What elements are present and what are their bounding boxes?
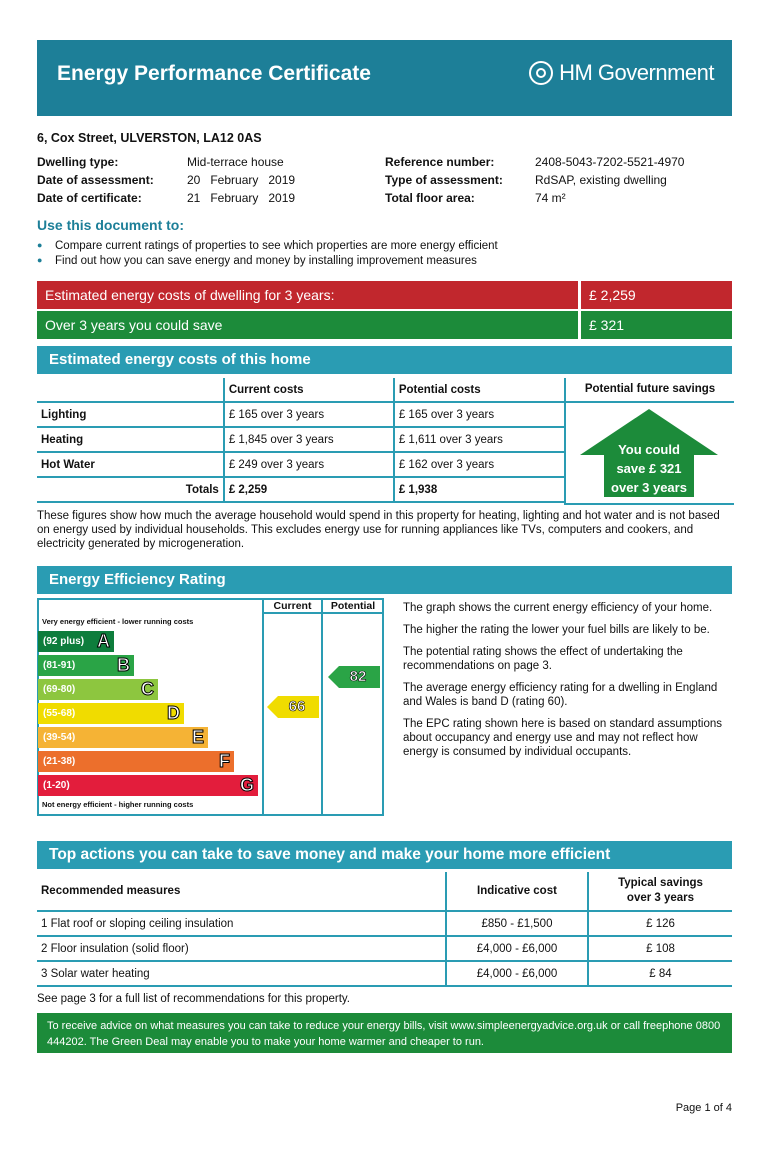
see-page-note: See page 3 for a full list of recommendations for this property.: [37, 993, 350, 1005]
table-row: 1 Flat roof or sloping ceiling insulation £850 - £1,500 £ 126: [37, 911, 732, 936]
band-range: (69-80): [43, 684, 76, 695]
band-range: (81-91): [43, 660, 76, 671]
actions-table: [37, 872, 732, 987]
save-label: Over 3 years you could save: [37, 311, 578, 339]
efficient-label: Very energy efficient - lower running costs: [42, 617, 194, 626]
floor-area-label: Total floor area:: [385, 191, 475, 205]
rating-band-f: [38, 751, 234, 772]
band-range: (39-54): [43, 732, 76, 743]
reference-number-label: Reference number:: [385, 155, 495, 169]
list-item: ● Find out how you can save energy and money by installing improvement measures: [37, 255, 727, 267]
band-range: (1-20): [43, 780, 70, 791]
rating-band-a: [38, 631, 114, 652]
assessment-type-label: Type of assessment:: [385, 173, 503, 187]
potential-rating-value: 82: [349, 668, 367, 685]
band-letter: F: [219, 751, 230, 771]
page-number: Page 1 of 4: [675, 1102, 732, 1114]
col-recommended-measures: Recommended measures: [37, 872, 446, 911]
col-typical-savings: Typical savings over 3 years: [588, 872, 732, 911]
band-letter: E: [191, 727, 204, 747]
table-row: 2 Floor insulation (solid floor) £4,000 - £6,000 £ 108: [37, 936, 732, 961]
band-range: (55-68): [43, 708, 76, 719]
band-letter: A: [97, 631, 110, 651]
col-future-savings: Potential future savings: [566, 378, 734, 403]
rating-band-e: [38, 727, 208, 748]
potential-rating-arrow: [328, 666, 380, 688]
hm-government-logo: [529, 60, 714, 86]
save-value: £ 321: [581, 311, 732, 339]
certificate-date-label: Date of certificate:: [37, 191, 142, 205]
table-row: Hot Water £ 249 over 3 years £ 162 over 3 years: [37, 452, 564, 477]
col-current-costs: Current costs: [224, 378, 394, 402]
use-document-heading: Use this document to:: [37, 217, 185, 233]
efficiency-explanation: The graph shows the current energy efficiency of your home. The higher the rating the lower your fuel bills are likely to be. The potential rating shows the effect of undertaking the recommendations on page 3. The average energy efficiency rating for a dwelling in England and Wales is band D (rating 60). The EPC rating shown here is based on standard assumptions about occupancy and energy use and may not reflect how energy is consumed by individual occupants.: [403, 602, 722, 758]
estimated-cost-value: £ 2,259: [581, 281, 732, 309]
actions-section-title: Top actions you can take to save money and make your home more efficient: [37, 841, 732, 869]
current-rating-value: 66: [288, 698, 306, 715]
certificate-header: [37, 40, 732, 116]
savings-arrow-text: You could save £ 321 over 3 years: [611, 442, 687, 495]
current-rating-arrow: [267, 696, 319, 718]
band-range: (92 plus): [43, 636, 85, 647]
details-right: [385, 155, 684, 209]
band-range: (21-38): [43, 756, 76, 767]
band-letter: B: [117, 655, 130, 675]
col-indicative-cost: Indicative cost: [446, 872, 588, 911]
costs-table: [37, 378, 564, 503]
costs-note: These figures show how much the average household would spend in this property for heating, lighting and hot water and is not based on energy used by individual households. This excludes energy use for running appliances like TVs, computers and cookers, and electricity generated by microgeneration.: [37, 510, 720, 550]
list-item: ● Compare current ratings of properties to see which properties are more energy efficient: [37, 240, 727, 252]
band-letter: G: [239, 775, 254, 795]
royal-crest-icon: [529, 61, 553, 85]
table-row: 3 Solar water heating £4,000 - £6,000 £ 84: [37, 961, 732, 986]
assessment-type-value: RdSAP, existing dwelling: [535, 173, 667, 187]
advice-banner: To receive advice on what measures you can take to reduce your energy bills, visit www.simpleenergyadvice.org.uk or call freephone 0800 444202. The Green Deal may enable you to make your home warmer and cheaper to run.: [37, 1013, 732, 1053]
rating-band-b: [38, 655, 134, 676]
band-letter: C: [141, 679, 154, 699]
dwelling-type-value: Mid-terrace house: [187, 155, 284, 169]
inefficient-label: Not energy efficient - higher running costs: [42, 800, 194, 809]
costs-section-title: Estimated energy costs of this home: [37, 346, 732, 374]
assessment-date-value: 20 February 2019: [187, 173, 296, 187]
hm-government-label: HM Government: [559, 60, 714, 85]
efficiency-section-title: Energy Efficiency Rating: [37, 566, 732, 594]
col-potential-costs: Potential costs: [394, 378, 564, 402]
band-letter: D: [167, 703, 180, 723]
assessment-date-label: Date of assessment:: [37, 173, 154, 187]
floor-area-value: 74 m²: [535, 191, 566, 205]
rating-band-g: [38, 775, 258, 796]
dwelling-type-label: Dwelling type:: [37, 155, 119, 169]
rating-band-c: [38, 679, 158, 700]
table-row: Lighting £ 165 over 3 years £ 165 over 3 years: [37, 402, 564, 427]
use-document-list: [37, 240, 727, 270]
col-current-rating: Current: [273, 600, 312, 612]
certificate-title: Energy Performance Certificate: [57, 62, 371, 85]
estimated-cost-label: Estimated energy costs of dwelling for 3 years:: [37, 281, 578, 309]
certificate-date-value: 21 February 2019: [187, 191, 296, 205]
col-potential-rating: Potential: [330, 600, 376, 612]
property-address: 6, Cox Street, ULVERSTON, LA12 0AS: [37, 131, 262, 145]
reference-number-value: 2408-5043-7202-5521-4970: [535, 155, 685, 169]
totals-row: Totals £ 2,259 £ 1,938: [37, 477, 564, 502]
rating-band-d: [38, 703, 184, 724]
details-left: [37, 155, 295, 209]
table-row: Heating £ 1,845 over 3 years £ 1,611 over 3 years: [37, 427, 564, 452]
future-savings-panel: [564, 378, 734, 505]
